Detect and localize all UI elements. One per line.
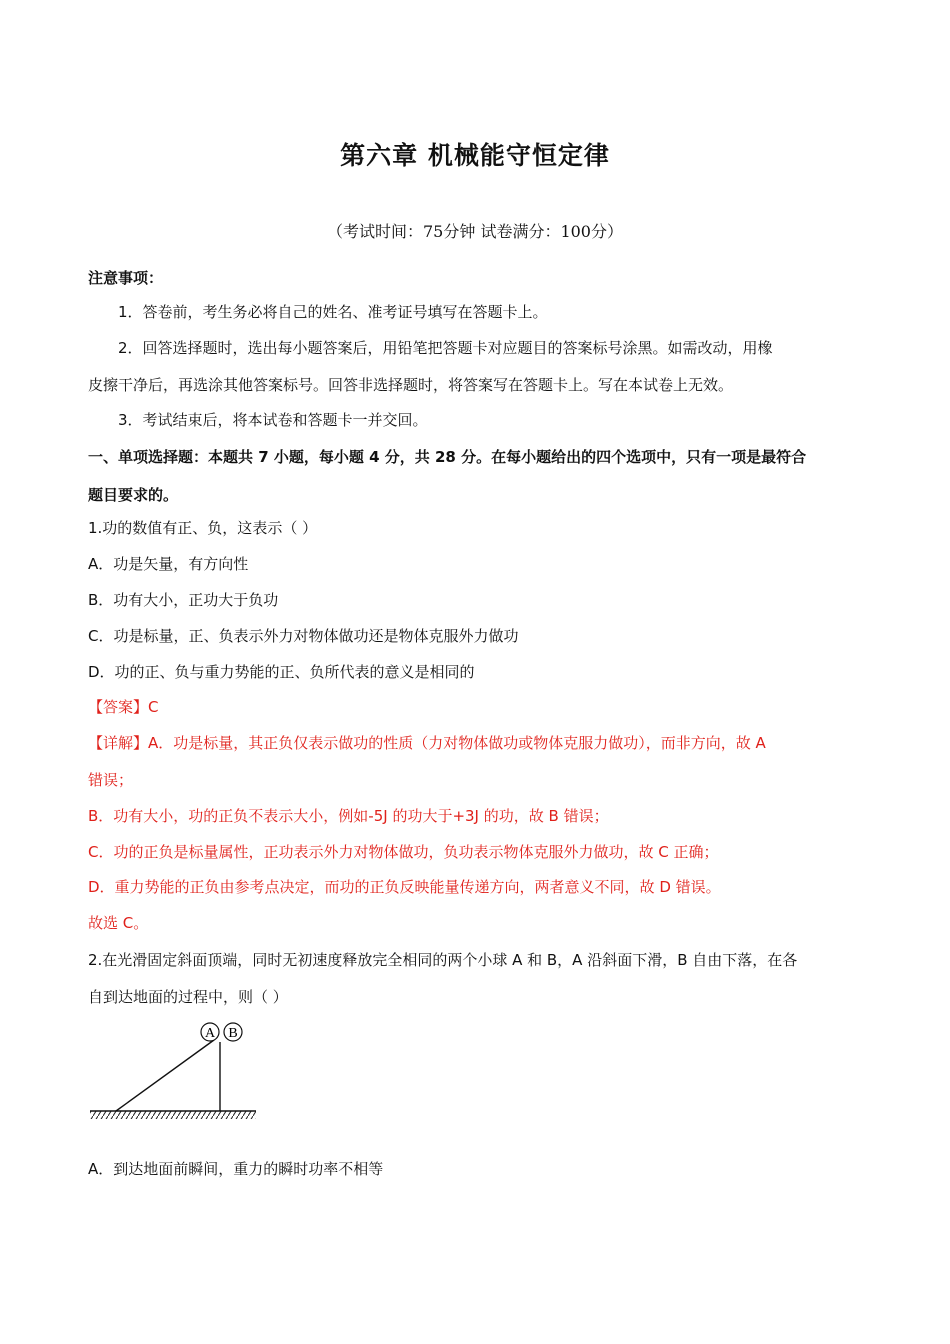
question-1-explanation-d: D．重力势能的正负由参考点决定，而功的正负反映能量传递方向，两者意义不同，故 D 错误。 bbox=[88, 878, 721, 896]
ground-surface bbox=[90, 1111, 256, 1119]
question-1-explanation-b: B．功有大小，功的正负不表示大小，例如-5J 的功大于+3J 的功，故 B 错误； bbox=[88, 807, 609, 825]
incline-slope bbox=[116, 1040, 214, 1111]
question-1-stem: 1.功的数值有正、负，这表示（ ） bbox=[88, 519, 318, 537]
notice-item-2-cont: 皮擦干净后，再选涂其他答案标号。回答非选择题时，将答案写在答题卡上。写在本试卷上无效。 bbox=[88, 376, 734, 394]
question-1-explanation-c: C．功的正负是标量属性，正功表示外力对物体做功，负功表示物体克服外力做功，故 C 正确； bbox=[88, 843, 719, 861]
notice-item-3: 3．考试结束后，将本试卷和答题卡一并交回。 bbox=[118, 411, 428, 429]
question-2-option-a: A．到达地面前瞬间，重力的瞬时功率不相等 bbox=[88, 1160, 384, 1178]
notice-heading: 注意事项： bbox=[88, 269, 164, 287]
ball-b-label: B bbox=[228, 1026, 238, 1041]
question-1-explanation: 【详解】A．功是标量，其正负仅表示做功的性质（力对物体做功或物体克服力做功），而非方向，故 A bbox=[88, 734, 766, 752]
section-heading-cont: 题目要求的。 bbox=[88, 486, 179, 504]
question-1-explanation-cont: 错误； bbox=[88, 771, 134, 789]
question-2-stem: 2.在光滑固定斜面顶端，同时无初速度释放完全相同的两个小球 A 和 B，A 沿斜面下滑，B 自由下落，在各 bbox=[88, 951, 798, 969]
section-heading: 一、单项选择题：本题共 7 小题，每小题 4 分，共 28 分。在每小题给出的四个选项中，只有一项是最符合 bbox=[88, 448, 807, 466]
question-2-stem-cont: 自到达地面的过程中，则（ ） bbox=[88, 988, 288, 1006]
exam-info: （考试时间：75分钟 试卷满分：100分） bbox=[327, 222, 623, 241]
question-1-answer: 【答案】C bbox=[88, 698, 159, 716]
incline-diagram bbox=[88, 1020, 268, 1124]
page-title: 第六章 机械能守恒定律 bbox=[340, 141, 610, 170]
ball-a-label: A bbox=[204, 1026, 216, 1041]
question-1-option-c: C．功是标量，正、负表示外力对物体做功还是物体克服外力做功 bbox=[88, 627, 519, 645]
question-1-option-a: A．功是矢量，有方向性 bbox=[88, 555, 249, 573]
question-1-option-d: D．功的正、负与重力势能的正、负所代表的意义是相同的 bbox=[88, 663, 475, 681]
question-1-option-b: B．功有大小，正功大于负功 bbox=[88, 591, 279, 609]
notice-item-2: 2．回答选择题时，选出每小题答案后，用铅笔把答题卡对应题目的答案标号涂黑。如需改动，用橡 bbox=[118, 339, 773, 357]
question-1-conclusion: 故选 C。 bbox=[88, 914, 149, 932]
notice-item-1: 1．答卷前，考生务必将自己的姓名、准考证号填写在答题卡上。 bbox=[118, 303, 548, 321]
